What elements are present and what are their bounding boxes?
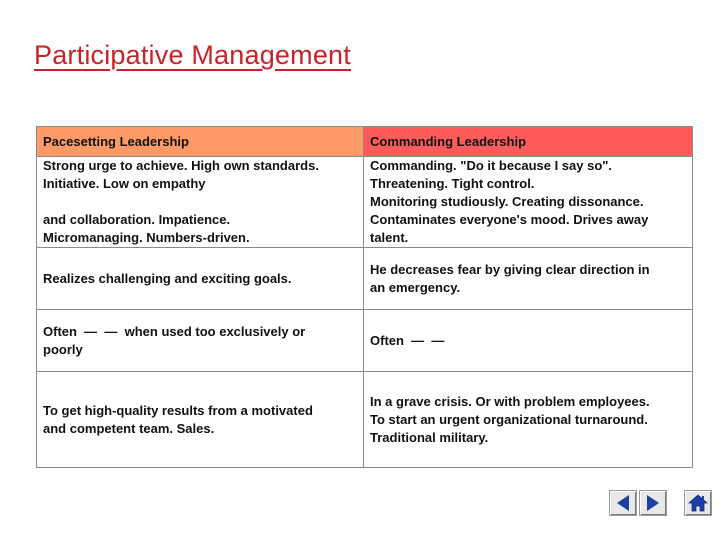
cell-line: Initiative. Low on empathy [43, 176, 206, 191]
cell-line: Monitoring studiously. Creating dissonance. [370, 194, 644, 209]
next-slide-button[interactable] [639, 490, 667, 516]
table-cell [37, 248, 364, 310]
table-row [37, 372, 693, 468]
table-cell [364, 310, 693, 372]
cell-line: an emergency. [370, 279, 461, 295]
cell-line [43, 193, 357, 211]
triangle-left-icon [617, 495, 629, 511]
cell-line: poorly [43, 341, 83, 357]
cell-line: and competent team. Sales. [43, 420, 215, 436]
table-cell [364, 248, 693, 310]
comparison-table [36, 126, 693, 468]
cell-line: Often — — [370, 332, 445, 348]
table-cell [364, 157, 693, 248]
cell-line: Traditional military. [370, 429, 489, 445]
table-header-row [37, 127, 693, 157]
table-cell [37, 310, 364, 372]
table-row [37, 157, 693, 248]
header-commanding: Commanding Leadership [364, 127, 693, 157]
previous-slide-button[interactable] [609, 490, 637, 516]
cell-line: Commanding. "Do it because I say so". [370, 158, 613, 173]
cell-line: Micromanaging. Numbers-driven. [43, 230, 250, 245]
cell-line: To get high-quality results from a motivated [43, 402, 313, 418]
table-row [37, 310, 693, 372]
table-cell [37, 157, 364, 248]
cell-line: In a grave crisis. Or with problem employees. [370, 393, 650, 409]
table-cell [364, 372, 693, 468]
table-cell [37, 372, 364, 468]
cell-line: Contaminates everyone's mood. Drives away [370, 212, 649, 227]
home-button[interactable] [684, 490, 712, 516]
slide-navigation [609, 490, 667, 516]
triangle-right-icon [647, 495, 659, 511]
cell-line: and collaboration. Impatience. [43, 212, 231, 227]
cell-line: talent. [370, 230, 409, 245]
cell-line: Strong urge to achieve. High own standards. [43, 158, 319, 173]
cell-line: Realizes challenging and exciting goals. [43, 270, 292, 286]
table-row [37, 248, 693, 310]
cell-line: Often — — when used too exclusively or [43, 323, 306, 339]
page-title: Participative Management [34, 40, 351, 70]
home-navigation [684, 490, 712, 516]
cell-line: He decreases fear by giving clear direction in [370, 261, 650, 277]
cell-line: Threatening. Tight control. [370, 176, 535, 191]
header-pacesetting: Pacesetting Leadership [37, 127, 364, 157]
cell-line: To start an urgent organizational turnaround. [370, 411, 648, 427]
home-icon [688, 494, 708, 512]
